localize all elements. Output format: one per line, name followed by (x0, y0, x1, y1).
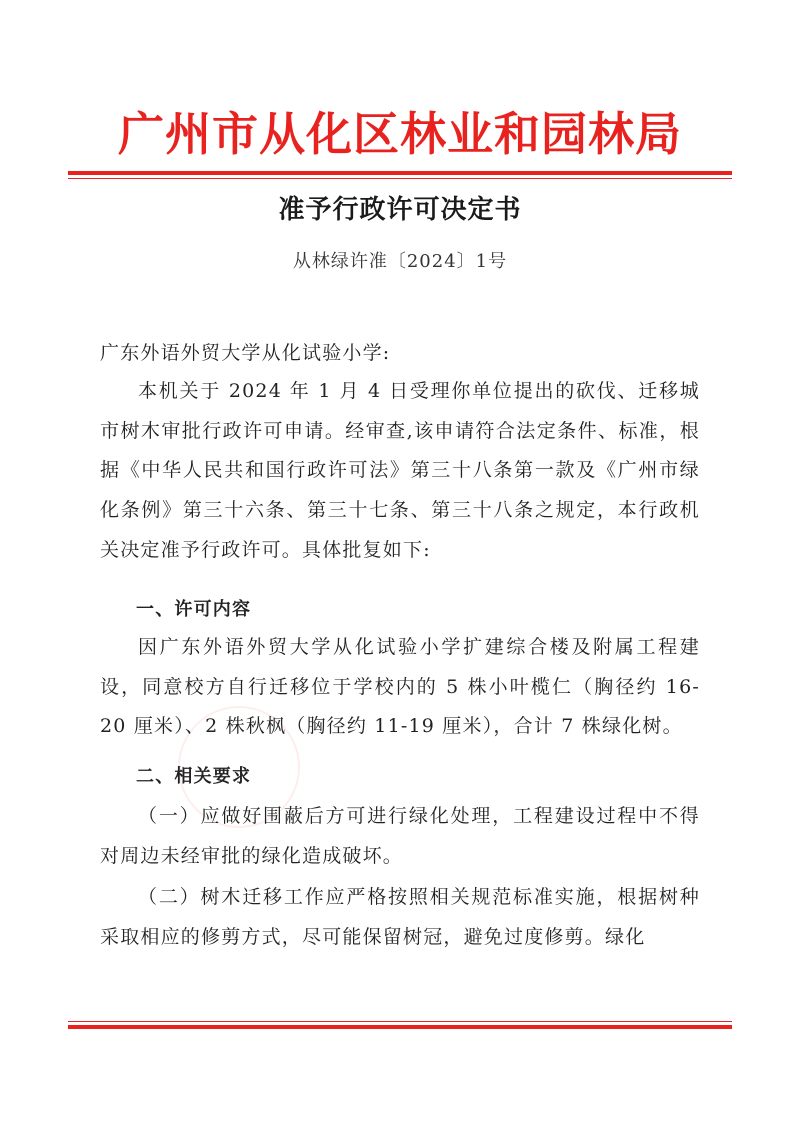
footer-red-rule-thick (68, 1025, 732, 1029)
addressee: 广东外语外贸大学从化试验小学: (100, 342, 391, 364)
letterhead-red-rule-thin (68, 178, 732, 179)
section-heading-requirements: 二、相关要求 (136, 766, 252, 787)
agency-letterhead-title: 广州市从化区林业和园林局 (118, 107, 682, 161)
footer-red-rule-thin (68, 1021, 732, 1022)
document-title: 准予行政许可决定书 (278, 195, 522, 225)
permit-content-paragraph: 因广东外语外贸大学从化试验小学扩建综合楼及附属工程建设，同意校方自行迁移位于学校内的 5 株小叶榄仁（胸径约 16-20 厘米）、2 株秋枫（胸径约 11-19 厘米），合计 7 株绿化树。 (100, 636, 700, 738)
requirement-item-2: （二）树木迁移工作应严格按照相关规范标准实施，根据树种采取相应的修剪方式，尽可能保留树冠，避免过度修剪。绿化 (100, 886, 700, 948)
main-paragraph: 本机关于 2024 年 1 月 4 日受理你单位提出的砍伐、迁移城市树木审批行政许可申请。经审查,该申请符合法定条件、标准，根据《中华人民共和国行政许可法》第三十八条第一款及《广州市绿化条例》第三十六条、第三十七条、第三十八条之规定，本行政机关决定准予行政许可。具体批复如下: (100, 380, 700, 561)
section-heading-permit-content: 一、许可内容 (136, 599, 252, 620)
document-number: 从林绿许准〔2024〕1号 (292, 251, 508, 272)
requirement-item-1: （一）应做好围蔽后方可进行绿化处理，工程建设过程中不得对周边未经审批的绿化造成破坏。 (100, 805, 700, 867)
letterhead-red-rule-thick (68, 171, 732, 175)
